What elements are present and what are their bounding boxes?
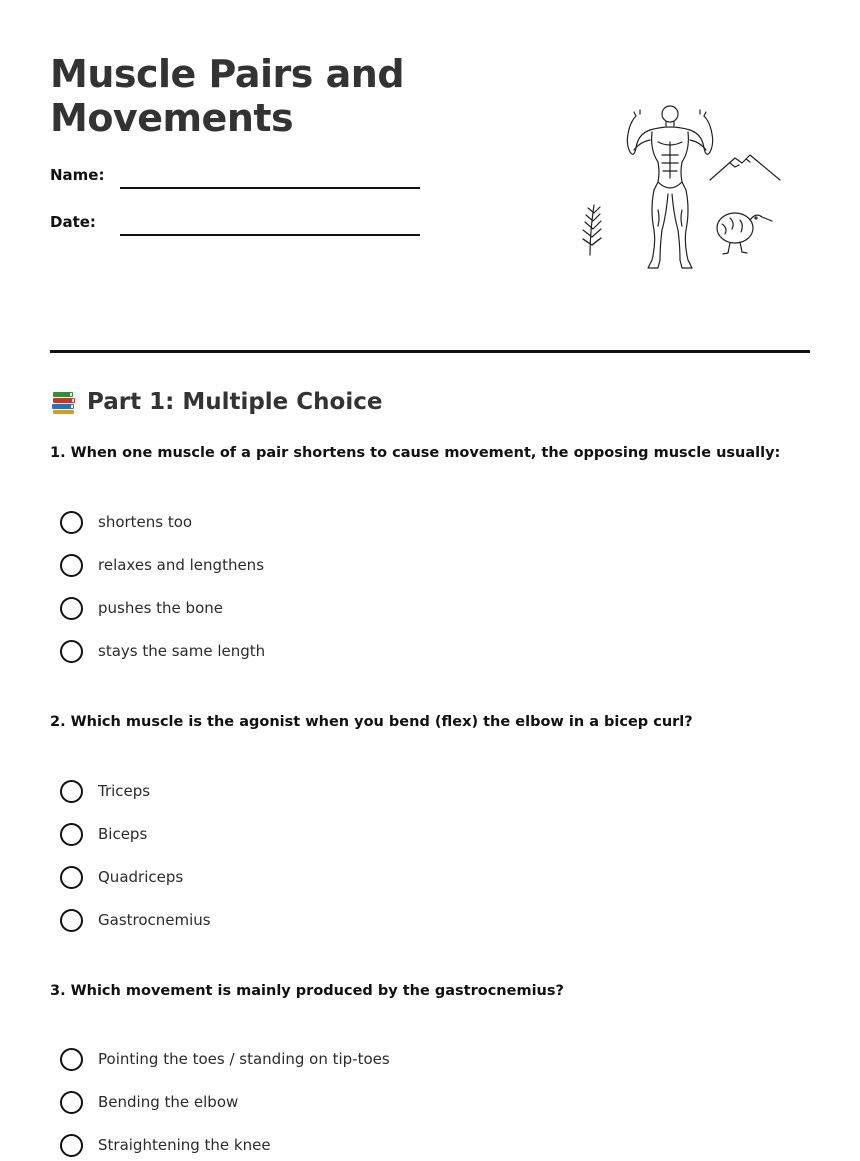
radio-button[interactable] (60, 866, 83, 889)
q3-option-3[interactable] (60, 1132, 271, 1158)
anatomy-illustration (570, 100, 790, 275)
name-label: Name: (50, 166, 105, 184)
date-field[interactable] (120, 234, 420, 236)
option-label: Bending the elbow (98, 1093, 239, 1111)
option-label: Quadriceps (98, 868, 184, 886)
option-label: Straightening the knee (98, 1136, 271, 1154)
option-label: stays the same length (98, 642, 266, 660)
kiwi-icon (717, 213, 772, 254)
radio-button[interactable] (60, 1048, 83, 1071)
radio-button[interactable] (60, 780, 83, 803)
radio-button[interactable] (60, 1134, 83, 1157)
fern-icon (583, 205, 601, 255)
section-heading (50, 388, 382, 416)
books-icon (50, 388, 78, 416)
q2-option-2[interactable] (60, 821, 147, 847)
option-label: Pointing the toes / standing on tip-toes (98, 1050, 390, 1068)
q1-option-4[interactable] (60, 638, 265, 664)
q2-option-3[interactable] (60, 864, 183, 890)
q1-option-3[interactable] (60, 595, 223, 621)
radio-button[interactable] (60, 1091, 83, 1114)
section-title-text: Part 1: Multiple Choice (87, 389, 383, 415)
q3-option-2[interactable] (60, 1089, 238, 1115)
mountain-icon (710, 155, 780, 180)
option-label: Triceps (98, 782, 151, 800)
option-label: Gastrocnemius (98, 911, 211, 929)
radio-button[interactable] (60, 554, 83, 577)
option-label: Biceps (98, 825, 148, 843)
q3-option-1[interactable] (60, 1046, 390, 1072)
option-label: relaxes and lengthens (98, 556, 265, 574)
radio-button[interactable] (60, 823, 83, 846)
q2-option-4[interactable] (60, 907, 211, 933)
radio-button[interactable] (60, 511, 83, 534)
name-field[interactable] (120, 187, 420, 189)
option-label: shortens too (98, 513, 193, 531)
muscle-figure-icon (627, 106, 712, 268)
header-divider (50, 350, 810, 353)
q1-option-1[interactable] (60, 509, 192, 535)
q1-option-2[interactable] (60, 552, 264, 578)
question-3: 3. Which movement is mainly produced by the gastrocnemius? (50, 983, 564, 999)
q2-option-1[interactable] (60, 778, 150, 804)
question-1: 1. When one muscle of a pair shortens to cause movement, the opposing muscle usually: (50, 445, 781, 461)
radio-button[interactable] (60, 640, 83, 663)
option-label: pushes the bone (98, 599, 223, 617)
question-2: 2. Which muscle is the agonist when you bend (flex) the elbow in a bicep curl? (50, 714, 693, 730)
date-label: Date: (50, 213, 96, 231)
radio-button[interactable] (60, 909, 83, 932)
page-title: Muscle Pairs and Movements (50, 52, 405, 140)
radio-button[interactable] (60, 597, 83, 620)
